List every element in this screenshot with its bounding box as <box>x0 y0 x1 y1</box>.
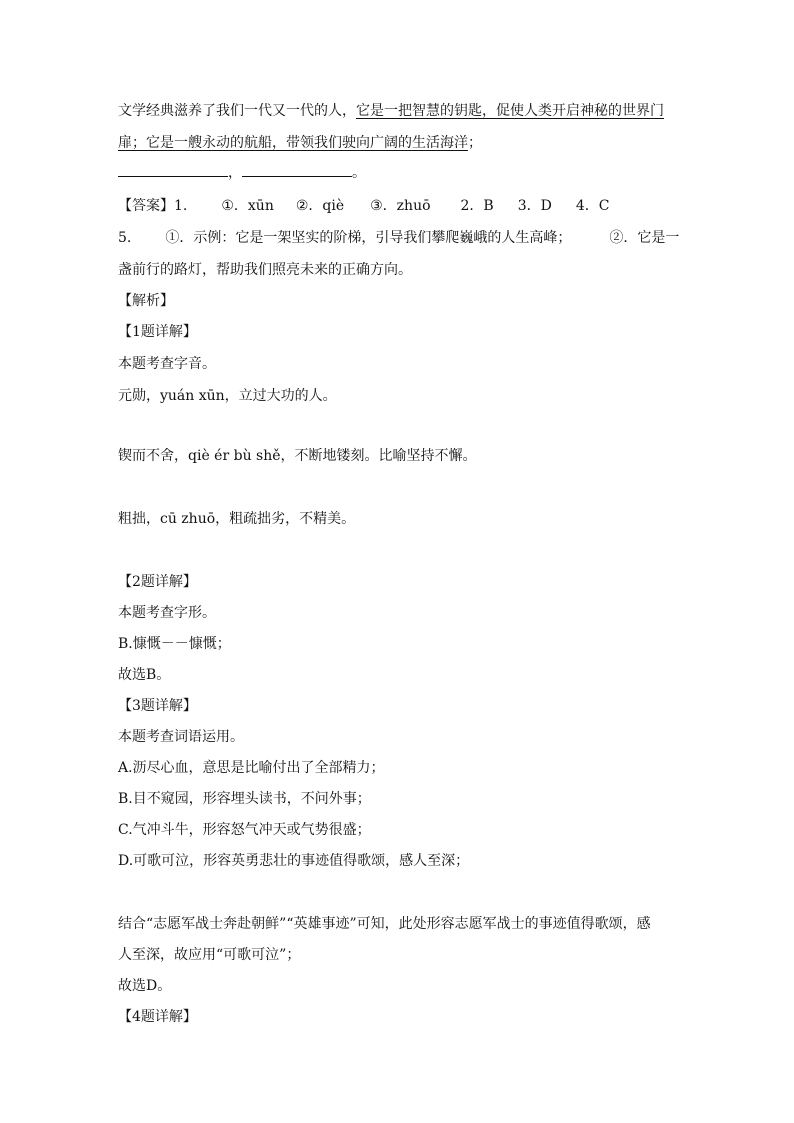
section-1-title: 【1题详解】 <box>118 324 197 340</box>
section-3-intro: 本题考查词语运用。 <box>118 729 244 745</box>
answer-q1-number: 1. <box>174 198 188 214</box>
section-4-title: 【4题详解】 <box>118 1009 197 1025</box>
section-2-choice: 故选B。 <box>118 667 171 683</box>
answer-blank-1 <box>118 162 228 177</box>
answer-q3: 3．D <box>517 198 552 214</box>
blank-separator: ， <box>228 165 242 181</box>
analysis-label: 【解析】 <box>118 293 174 309</box>
section-3-item-a: A.沥尽心血，意思是比喻付出了全部精力； <box>118 760 385 776</box>
section-3-conclusion-1: 结合“志愿军战士奔赴朝鲜”“英雄事迹”可知，此处形容志愿军战士的事迹值得歌颂，感 <box>118 916 651 932</box>
answer-q1-item: ②．qiè <box>295 198 345 214</box>
section-1-intro: 本题考查字音。 <box>118 356 216 372</box>
passage-text: 文学经典滋养了我们一代又一代的人， <box>118 103 356 119</box>
passage-underlined-text: 它是一把智慧的钥匙，促使人类开启神秘的世界门 <box>356 103 664 119</box>
section-3-item-d: D.可歌可泣，形容英勇悲壮的事迹值得歌颂，感人至深； <box>118 853 470 869</box>
section-3-title: 【3题详解】 <box>118 698 197 714</box>
fill-blank-line <box>118 162 688 183</box>
section-3-item-c: C.气冲斗牛，形容怒气冲天或气势很盛； <box>118 822 371 838</box>
section-2-title: 【2题详解】 <box>118 574 197 590</box>
section-1-item-b: 锲而不舍，qiè ér bù shě，不断地镂刻。比喻坚持不懈。 <box>118 448 477 464</box>
passage-line-1 <box>118 101 688 121</box>
answer-label: 【答案】 <box>118 198 174 214</box>
section-3-choice: 故选D。 <box>118 978 172 994</box>
answer-line <box>118 196 688 216</box>
answer-q5-line-2: 盏前行的路灯，帮助我们照亮未来的正确方向。 <box>118 262 412 278</box>
answer-q2: 2．B <box>460 198 494 214</box>
section-1-item-c: 粗拙，cū zhuō，粗疏拙劣，不精美。 <box>118 511 356 527</box>
section-2-intro: 本题考查字形。 <box>118 605 216 621</box>
answer-q5-line-1 <box>118 228 688 248</box>
passage-text: ； <box>468 135 482 151</box>
section-2-item-a: B.慷慨－－慷慨； <box>118 636 231 652</box>
passage-underlined-text: 扉；它是一艘永动的航船，带领我们驶向广阔的生活海洋 <box>118 135 468 151</box>
section-3-conclusion-2: 人至深，故应用“可歌可泣”； <box>118 947 301 963</box>
answer-q5-item-1: ①．示例：它是一架坚实的阶梯，引导我们攀爬巍峨的人生高峰； <box>165 230 572 246</box>
blank-end: 。 <box>352 165 366 181</box>
answer-q5-number: 5. <box>118 230 132 246</box>
answer-q5-item-2: ②．它是一 <box>609 230 680 246</box>
section-3-item-b: B.目不窥园，形容埋头读书，不问外事； <box>118 791 371 807</box>
answer-q1-item: ③．zhuō <box>370 198 431 214</box>
passage-line-2 <box>118 133 688 153</box>
section-1-item-a: 元勋，yuán xūn，立过大功的人。 <box>118 388 337 404</box>
answer-q4: 4．C <box>575 198 610 214</box>
answer-blank-2 <box>242 162 352 177</box>
answer-q1-item: ①．xūn <box>221 198 274 214</box>
